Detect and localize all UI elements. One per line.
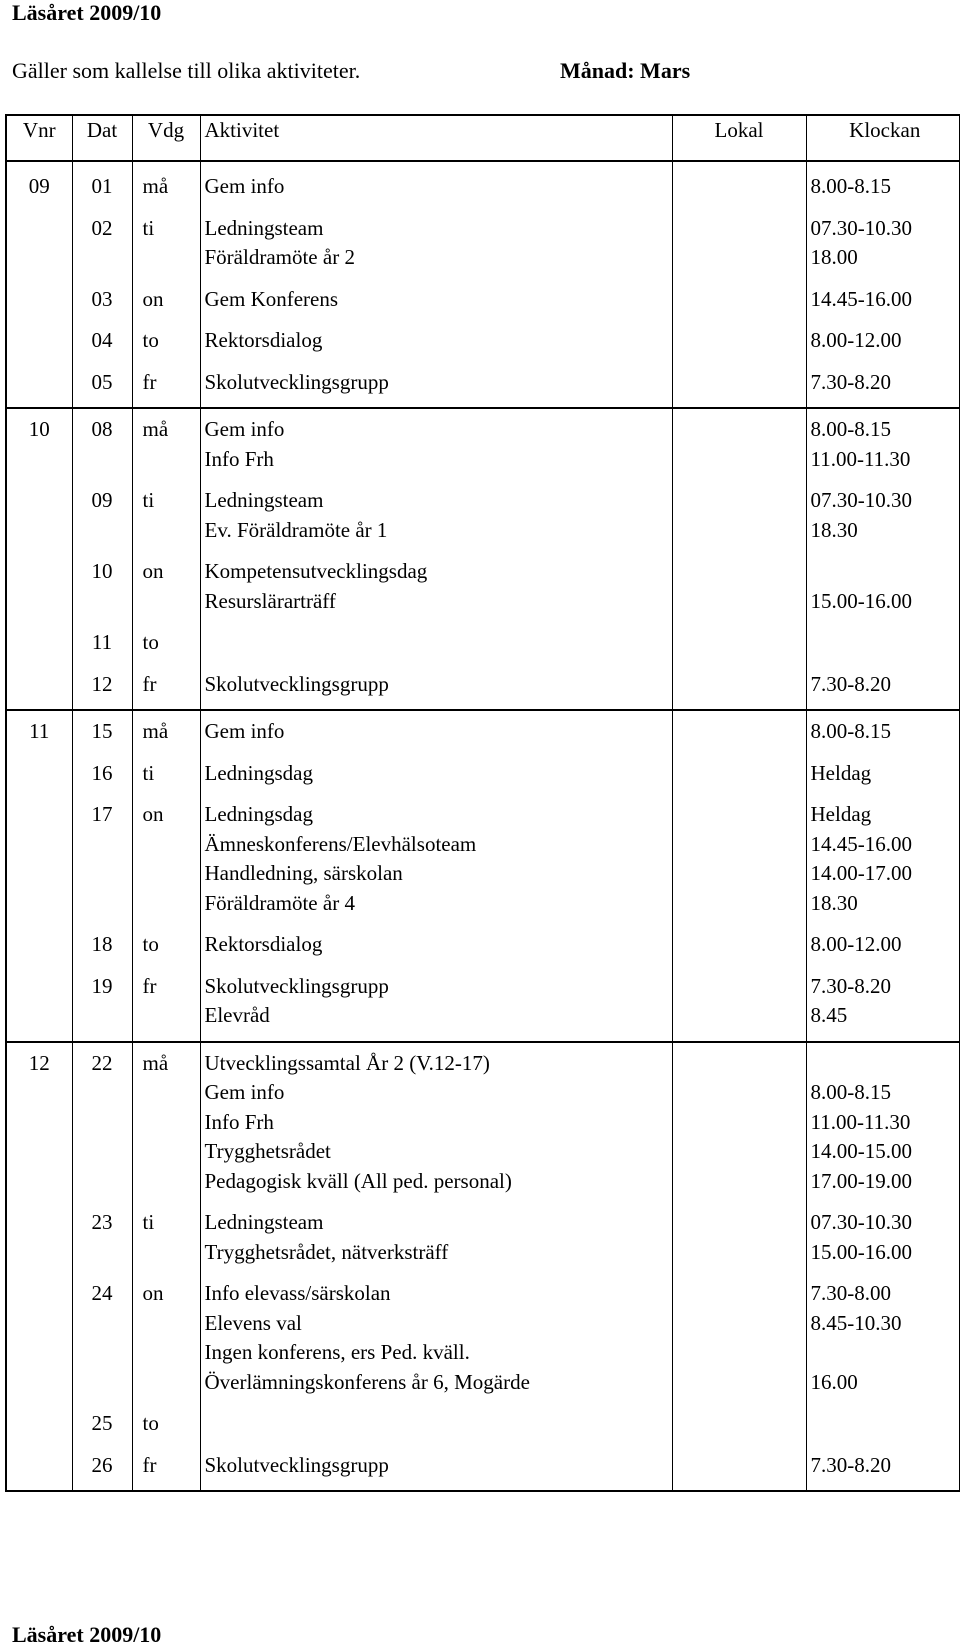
time-cell (806, 408, 960, 474)
activity-cell (200, 747, 672, 789)
lokal-cell (672, 616, 806, 658)
lokal-cell (672, 960, 806, 1042)
activity-text: Info Frh (204, 446, 274, 471)
time-text: 8.00-8.15 (810, 719, 891, 743)
time-text: 8.00-12.00 (810, 932, 902, 956)
col-header-dat: Dat (72, 115, 132, 161)
week-number (6, 616, 72, 658)
weekday: on (132, 788, 200, 918)
table-row (6, 788, 960, 918)
activity-text: Gem info (204, 174, 285, 198)
time-cell (806, 788, 960, 918)
lokal-cell (672, 202, 806, 273)
weekday: to (132, 1397, 200, 1439)
day-date: 09 (72, 474, 132, 545)
lokal-cell (672, 314, 806, 356)
week-number (6, 202, 72, 273)
activity-cell (200, 314, 672, 356)
activity-cell (200, 273, 672, 315)
time-text: 14.45-16.00 (810, 286, 912, 311)
time-text: 7.30-8.20 (810, 973, 891, 998)
time-cell (806, 710, 960, 747)
activity-cell (200, 788, 672, 918)
activity-text: Elevens val (204, 1310, 302, 1335)
time-text (811, 1049, 960, 1079)
col-header-lokal: Lokal (672, 115, 806, 161)
activity-text: Skolutvecklingsgrupp (204, 1452, 389, 1477)
lokal-cell (672, 918, 806, 960)
activity-text: Pedagogisk kväll (All ped. personal) (204, 1168, 512, 1193)
time-text: 8.00-8.15 (810, 1080, 891, 1104)
activity-text: Resurslärarträff (204, 588, 336, 613)
col-header-klockan: Klockan (806, 115, 960, 161)
time-text (811, 557, 960, 587)
time-cell (806, 918, 960, 960)
day-date: 01 (72, 161, 132, 202)
time-cell (806, 747, 960, 789)
activity-text: Ledningsteam (204, 488, 324, 512)
time-cell (806, 161, 960, 202)
time-text: 15.00-16.00 (810, 1239, 912, 1264)
week-number: 09 (6, 161, 72, 202)
day-date: 03 (72, 273, 132, 315)
time-text: 07.30-10.30 (810, 1210, 912, 1234)
activity-text: Föräldramöte år 4 (204, 890, 355, 915)
lokal-cell (672, 1439, 806, 1492)
activity-text: Ingen konferens, ers Ped. kväll. (204, 1340, 470, 1364)
weekday: fr (132, 658, 200, 711)
time-text: 07.30-10.30 (810, 215, 912, 240)
time-cell (806, 960, 960, 1042)
activity-text: Ämneskonferens/Elevhälsoteam (204, 831, 477, 856)
activity-cell (200, 918, 672, 960)
weekday: må (132, 161, 200, 202)
day-date: 19 (72, 960, 132, 1042)
time-cell (806, 1267, 960, 1397)
table-row (6, 356, 960, 409)
col-header-vdg: Vdg (132, 115, 200, 161)
activity-text (205, 1409, 672, 1439)
day-date: 17 (72, 788, 132, 918)
time-cell (806, 356, 960, 409)
time-text: 14.00-17.00 (810, 861, 912, 885)
lokal-cell (672, 408, 806, 474)
week-number (6, 1397, 72, 1439)
time-text: 18.30 (810, 517, 858, 542)
activity-cell (200, 545, 672, 616)
time-cell (806, 202, 960, 273)
week-number (6, 1267, 72, 1397)
col-header-vnr: Vnr (6, 115, 72, 161)
weekday: to (132, 314, 200, 356)
time-text: 8.00-12.00 (810, 328, 902, 352)
activity-cell (200, 960, 672, 1042)
week-number (6, 1439, 72, 1492)
time-text: 8.00-8.15 (810, 417, 891, 441)
time-text: 7.30-8.00 (810, 1281, 891, 1305)
weekday: fr (132, 1439, 200, 1492)
time-text (811, 1409, 960, 1439)
activity-text: Rektorsdialog (204, 328, 323, 352)
time-text: 8.45-10.30 (810, 1310, 902, 1335)
time-text (811, 628, 960, 658)
lokal-cell (672, 1267, 806, 1397)
table-row (6, 273, 960, 315)
week-number (6, 918, 72, 960)
time-text: Heldag (810, 760, 872, 785)
weekday: on (132, 273, 200, 315)
activity-text: Handledning, särskolan (204, 861, 403, 885)
weekday: to (132, 918, 200, 960)
activity-cell (200, 1196, 672, 1267)
time-text: 7.30-8.20 (810, 671, 891, 696)
week-number: 10 (6, 408, 72, 474)
table-row (6, 1196, 960, 1267)
activity-text: Rektorsdialog (204, 932, 323, 956)
table-header-row (6, 115, 960, 161)
day-date: 02 (72, 202, 132, 273)
activity-cell (200, 474, 672, 545)
schedule-table (5, 114, 960, 1492)
lokal-cell (672, 1042, 806, 1197)
weekday: ti (132, 474, 200, 545)
time-text: 17.00-19.00 (810, 1168, 912, 1193)
lokal-cell (672, 747, 806, 789)
lokal-cell (672, 474, 806, 545)
time-cell (806, 1397, 960, 1439)
time-cell (806, 314, 960, 356)
time-cell (806, 658, 960, 711)
day-date: 11 (72, 616, 132, 658)
activity-text: Ledningsteam (204, 1210, 324, 1234)
activity-text: Ledningsdag (204, 760, 313, 785)
day-date: 15 (72, 710, 132, 747)
activity-text: Gem info (204, 1080, 285, 1104)
activity-text: Gem Konferens (204, 286, 339, 311)
table-row (6, 658, 960, 711)
table-row (6, 314, 960, 356)
time-text: 14.45-16.00 (810, 831, 912, 856)
time-cell (806, 1042, 960, 1197)
time-text: 8.00-8.15 (810, 174, 891, 198)
lokal-cell (672, 273, 806, 315)
subtitle: Gäller som kallelse till olika aktiviteter. (12, 58, 361, 83)
activity-cell (200, 616, 672, 658)
day-date: 08 (72, 408, 132, 474)
time-text (811, 1338, 960, 1368)
week-number (6, 1196, 72, 1267)
time-text: 15.00-16.00 (810, 588, 912, 613)
activity-cell (200, 1397, 672, 1439)
table-row (6, 960, 960, 1042)
day-date: 26 (72, 1439, 132, 1492)
day-date: 23 (72, 1196, 132, 1267)
day-date: 18 (72, 918, 132, 960)
week-number: 12 (6, 1042, 72, 1197)
weekday: fr (132, 960, 200, 1042)
time-text: 16.00 (810, 1369, 858, 1394)
activity-cell (200, 1267, 672, 1397)
weekday: ti (132, 1196, 200, 1267)
time-text: 18.00 (810, 245, 858, 269)
time-text: 8.45 (810, 1003, 848, 1027)
day-date: 22 (72, 1042, 132, 1197)
activity-text: Föräldramöte år 2 (204, 245, 355, 269)
time-text: 11.00-11.30 (810, 1109, 911, 1134)
activity-text: Elevråd (204, 1003, 270, 1027)
day-date: 12 (72, 658, 132, 711)
time-cell (806, 616, 960, 658)
weekday: må (132, 1042, 200, 1197)
activity-text: Överlämningskonferens år 6, Mogärde (204, 1369, 530, 1394)
activity-text (205, 628, 672, 658)
lokal-cell (672, 1196, 806, 1267)
table-row (6, 918, 960, 960)
table-row (6, 747, 960, 789)
col-header-aktivitet: Aktivitet (200, 115, 672, 161)
time-cell (806, 474, 960, 545)
day-date: 16 (72, 747, 132, 789)
weekday: må (132, 710, 200, 747)
activity-text: Gem info (204, 719, 285, 743)
activity-text: Utvecklingssamtal År 2 (V.12-17) (204, 1050, 490, 1075)
week-number (6, 474, 72, 545)
day-date: 05 (72, 356, 132, 409)
week-number (6, 545, 72, 616)
activity-cell (200, 161, 672, 202)
weekday: to (132, 616, 200, 658)
weekday: må (132, 408, 200, 474)
week-number (6, 960, 72, 1042)
lokal-cell (672, 545, 806, 616)
lokal-cell (672, 658, 806, 711)
activity-cell (200, 1439, 672, 1492)
activity-text: Info elevass/särskolan (204, 1281, 391, 1305)
table-row (6, 1042, 960, 1197)
activity-cell (200, 1042, 672, 1197)
activity-text: Gem info (204, 417, 285, 441)
time-text: 07.30-10.30 (810, 488, 912, 512)
time-text: 18.30 (810, 890, 858, 915)
activity-cell (200, 408, 672, 474)
month-label: Månad: Mars (560, 58, 691, 83)
lokal-cell (672, 1397, 806, 1439)
time-text: 7.30-8.20 (810, 1452, 891, 1477)
time-cell (806, 1196, 960, 1267)
table-row (6, 408, 960, 474)
page-footer: Läsåret 2009/10 (12, 1622, 162, 1647)
weekday: on (132, 545, 200, 616)
activity-cell (200, 202, 672, 273)
table-row (6, 161, 960, 202)
activity-cell (200, 356, 672, 409)
day-date: 04 (72, 314, 132, 356)
day-date: 25 (72, 1397, 132, 1439)
week-number (6, 273, 72, 315)
activity-text: Ledningsteam (204, 215, 324, 240)
activity-cell (200, 658, 672, 711)
weekday: fr (132, 356, 200, 409)
activity-text: Skolutvecklingsgrupp (204, 369, 389, 394)
table-row (6, 1439, 960, 1492)
activity-text: Ev. Föräldramöte år 1 (204, 517, 388, 542)
lokal-cell (672, 710, 806, 747)
lokal-cell (672, 788, 806, 918)
week-number (6, 314, 72, 356)
weekday: ti (132, 747, 200, 789)
week-number (6, 658, 72, 711)
activity-text: Kompetensutvecklingsdag (204, 559, 428, 583)
day-date: 10 (72, 545, 132, 616)
table-row (6, 616, 960, 658)
week-number: 11 (6, 710, 72, 747)
time-text: 7.30-8.20 (810, 369, 891, 394)
day-date: 24 (72, 1267, 132, 1397)
weekday: on (132, 1267, 200, 1397)
activity-text: Skolutvecklingsgrupp (204, 671, 389, 696)
activity-cell (200, 710, 672, 747)
week-number (6, 356, 72, 409)
week-number (6, 747, 72, 789)
time-text: Heldag (810, 802, 872, 826)
table-row (6, 1397, 960, 1439)
schedule-body (6, 161, 960, 1491)
activity-text: Ledningsdag (204, 802, 313, 826)
time-cell (806, 545, 960, 616)
weekday: ti (132, 202, 200, 273)
activity-text: Trygghetsrådet (204, 1139, 331, 1163)
activity-text: Info Frh (204, 1109, 274, 1134)
table-row (6, 1267, 960, 1397)
time-text: 11.00-11.30 (810, 446, 911, 471)
table-row (6, 710, 960, 747)
lokal-cell (672, 161, 806, 202)
time-cell (806, 1439, 960, 1492)
lokal-cell (672, 356, 806, 409)
table-row (6, 202, 960, 273)
week-number (6, 788, 72, 918)
table-row (6, 474, 960, 545)
activity-text: Trygghetsrådet, nätverksträff (204, 1239, 449, 1264)
time-text: 14.00-15.00 (810, 1139, 912, 1163)
page-title: Läsåret 2009/10 (12, 0, 162, 25)
activity-text: Skolutvecklingsgrupp (204, 973, 389, 998)
table-row (6, 545, 960, 616)
time-cell (806, 273, 960, 315)
